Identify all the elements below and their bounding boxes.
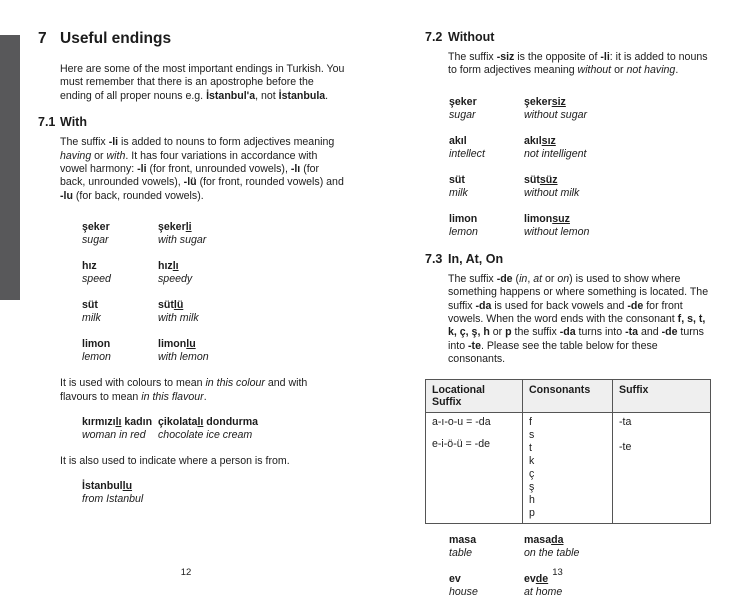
example-gloss: on the table (524, 546, 580, 559)
consonant: t (529, 441, 532, 454)
chapter-number: 7 (38, 30, 47, 47)
example-suffixed (524, 96, 599, 122)
consonant: h (529, 493, 535, 506)
consonant: k (529, 454, 535, 467)
example-gloss: without lemon (524, 225, 590, 238)
consonant: f (529, 415, 532, 428)
example-gloss: chocolate ice cream (158, 429, 253, 442)
example-gloss: milk (82, 312, 101, 325)
example-word: sütlü (158, 299, 184, 312)
example-row (449, 174, 710, 200)
example-row (82, 221, 347, 247)
example-gloss: milk (449, 186, 468, 199)
example-row (449, 135, 710, 161)
table-header-cell: Consonants (523, 379, 613, 412)
example-base (82, 221, 158, 247)
suffix-cell (613, 412, 711, 523)
example-gloss: without sugar (524, 108, 588, 121)
example-base (449, 135, 524, 161)
example-base (82, 480, 158, 506)
example-suffixed (524, 135, 599, 161)
consonant: s (529, 428, 535, 441)
locational-cell (426, 412, 523, 523)
example-gloss: house (449, 585, 478, 598)
section-heading-72 (425, 30, 710, 44)
example-gloss: table (449, 546, 472, 559)
example-word: süt (449, 173, 465, 186)
example-suffixed (158, 416, 262, 442)
consonant: ş (529, 480, 535, 493)
example-word: masa (449, 533, 477, 546)
example-gloss: intellect (449, 147, 485, 160)
table-body-row (426, 412, 711, 523)
example-gloss: lemon (82, 351, 111, 364)
suffix-value: -te (619, 440, 632, 453)
example-row (449, 534, 710, 560)
example-row (82, 416, 347, 442)
example-gloss: with milk (158, 312, 199, 325)
section-heading-73 (425, 252, 710, 266)
section-number: 7.2 (425, 30, 443, 44)
example-gloss: sugar (449, 108, 476, 121)
example-base (82, 299, 158, 325)
example-word: İstanbullu (82, 480, 133, 493)
examples-siz (449, 96, 710, 239)
example-word: hızlı (158, 260, 179, 273)
colours-note: It is used with colours to mean in this colour and with flavours to mean in this flavour. (60, 377, 308, 403)
example-suffixed (158, 260, 234, 286)
intro-paragraph: Here are some of the most important endings in Turkish. You must remember that there is an apostrophe before the ending of all proper nouns e.g. İstanbul'a, not İstanbula. (60, 63, 345, 102)
example-word: limon (449, 212, 478, 225)
example-word: limonsuz (524, 212, 570, 225)
example-base (82, 416, 158, 442)
example-base (449, 174, 524, 200)
example-gloss: speedy (158, 273, 193, 286)
example-row (82, 260, 347, 286)
section-title: Without (448, 30, 495, 44)
example-gloss: speed (82, 273, 111, 286)
locational-rule: a-ı-o-u = -da (432, 415, 491, 428)
chapter-heading (38, 30, 347, 48)
examples-li (82, 221, 347, 364)
section-title: In, At, On (448, 251, 504, 266)
example-suffixed (524, 534, 599, 560)
example-word: limon (82, 338, 111, 351)
consonant: ç (529, 467, 535, 480)
consonant: p (529, 506, 535, 519)
example-base (449, 534, 524, 560)
table-header-cell: Locational Suffix (426, 379, 523, 412)
section-heading-71 (38, 115, 347, 129)
suffix-value: -ta (619, 415, 632, 428)
page-number: 13 (552, 567, 563, 578)
example-base (449, 213, 524, 239)
table-header-row (426, 379, 711, 412)
example-gloss: with sugar (158, 234, 207, 247)
origin-note: It is also used to indicate where a person is from. (60, 455, 290, 468)
section-73-body: The suffix -de (in, at or on) is used to show where something happens or where something is located. The suffix -da is used for back vowels and -de for front vowels. When the word ends with the consonant f, s, t, k, ç, ş, h or p the suffix -da turns into -ta and -de turns into -te. Please see the table below for these consonants. (448, 272, 709, 366)
example-gloss: with lemon (158, 351, 209, 364)
chapter-title: Useful endings (60, 30, 172, 47)
example-word: akıl (449, 134, 467, 147)
example-gloss: lemon (449, 225, 478, 238)
example-word: ev (449, 572, 461, 585)
section-72-body: The suffix -siz is the opposite of -li: it is added to nouns to form adjectives meaning without or not having. (448, 51, 708, 77)
example-gloss: from Istanbul (82, 493, 144, 506)
example-word: sütsüz (524, 173, 558, 186)
section-number: 7.1 (38, 115, 56, 130)
example-base (82, 260, 158, 286)
example-row (82, 299, 347, 325)
example-word: şeker (82, 221, 110, 234)
examples-colour (82, 416, 347, 442)
example-base (449, 96, 524, 122)
example-gloss: woman in red (82, 429, 146, 442)
page-right (372, 0, 743, 600)
example-row (82, 480, 347, 506)
example-row (449, 213, 710, 239)
locational-suffix-table (425, 379, 711, 524)
example-word: limonlu (158, 338, 196, 351)
example-suffixed (524, 213, 599, 239)
example-word: masada (524, 533, 564, 546)
example-suffixed (524, 174, 599, 200)
example-word: kırmızılı kadın (82, 416, 153, 429)
example-suffixed (158, 338, 234, 364)
example-word: çikolatalı dondurma (158, 416, 259, 429)
consonants-cell (523, 412, 613, 523)
example-word: hız (82, 260, 97, 273)
example-row (82, 338, 347, 364)
section-title: With (60, 115, 87, 130)
section-number: 7.3 (425, 251, 443, 266)
section-71-body: The suffix -li is added to nouns to form adjectives meaning having or with. It has four variations in accordance with vowel harmony: -li (for front, unrounded vowels), -lı (for back, unrounded vowels), -lü (for front, rounded vowels) and -lu (for back, rounded vowels). (60, 136, 344, 202)
examples-origin (82, 480, 347, 506)
chapter-thumb-tab (0, 35, 20, 300)
example-word: evde (524, 572, 549, 585)
page-number: 12 (180, 567, 192, 578)
example-word: şekerli (158, 221, 192, 234)
example-suffixed (158, 299, 234, 325)
example-word: şekersiz (524, 95, 566, 108)
example-gloss: at home (524, 585, 563, 598)
table-header-cell: Suffix (613, 379, 711, 412)
example-gloss: sugar (82, 234, 109, 247)
example-row (449, 96, 710, 122)
example-word: süt (82, 299, 98, 312)
locational-rule: e-i-ö-ü = -de (432, 437, 490, 450)
example-word: akılsız (524, 134, 556, 147)
example-gloss: not intelligent (524, 147, 587, 160)
example-gloss: without milk (524, 186, 580, 199)
example-suffixed (158, 221, 234, 247)
example-base (82, 338, 158, 364)
example-word: şeker (449, 95, 477, 108)
